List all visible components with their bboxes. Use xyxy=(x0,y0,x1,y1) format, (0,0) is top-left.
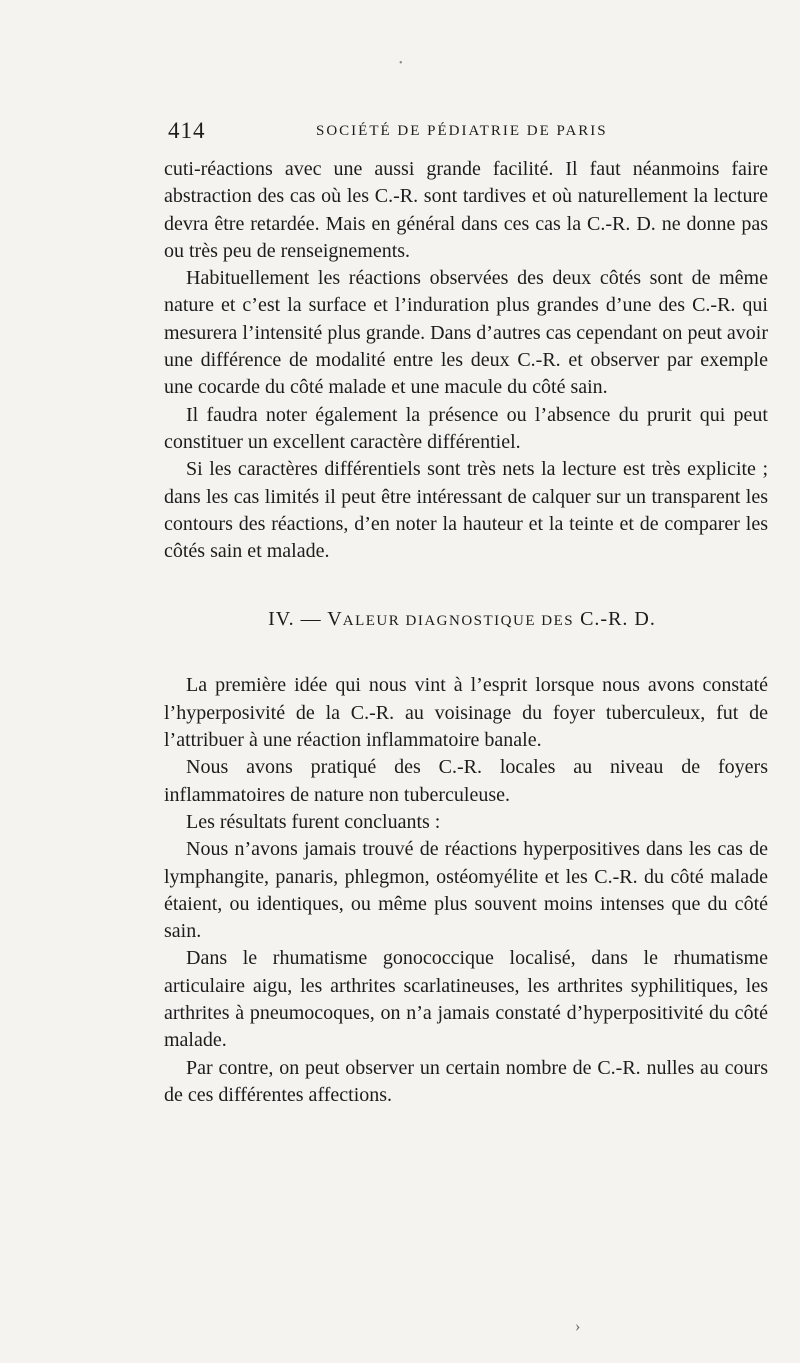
paragraph: Les résultats furent concluants : xyxy=(186,810,441,833)
section-title-smallcaps: ALEUR DIAGNOSTIQUE DES xyxy=(342,613,575,630)
print-speck: • xyxy=(399,58,403,69)
paragraph: Nous n’avons jamais trouvé de réactions hyperpositives dans les cas de lymphangite, panaris, phlegmon, ostéomyélite et les C.-R. du côté malade étaient, ou identiques, ou même plus souvent moins intenses que du côté sain. xyxy=(164,838,768,943)
running-head xyxy=(168,118,788,146)
section-number: IV. — xyxy=(268,608,322,631)
paragraph: Habituellement les réactions observées des deux côtés sont de même nature et c’est la surface et l’induration plus grandes d’une des C.-R. qui mesurera l’intensité plus grande. Dans d’autres cas cependant on peut avoir une différence de modalité entre les deux C.-R. et observer par exemple une cocarde du côté malade et une macule du côté sain. xyxy=(164,267,768,399)
running-title: SOCIÉTÉ DE PÉDIATRIE DE PARIS xyxy=(316,123,608,139)
paragraph: Nous avons pratiqué des C.-R. locales au niveau de foyers inflammatoires de nature non tuberculeuse. xyxy=(164,756,768,806)
paragraph-continued: cuti-réactions avec une aussi grande facilité. Il faut néanmoins faire abstraction des cas où les C.-R. sont tardives et où naturellement la lecture devra être retardée. Mais en général dans ces cas la C.-R. D. ne donne pas ou très peu de renseignements. xyxy=(164,158,768,262)
paragraph: Il faudra noter également la présence ou l’absence du prurit qui peut constituer un excellent caractère différentiel. xyxy=(164,403,768,453)
section-title-initial: V xyxy=(327,608,343,631)
paragraph: Dans le rhumatisme gonococcique localisé, dans le rhumatisme articulaire aigu, les arthrites scarlatineuses, les arthrites syphilitiques, les arthrites à pneumocoques, on n’a jamais constaté d’hyperpositivité du côté malade. xyxy=(164,947,768,1052)
paragraph: Par contre, on peut observer un certain nombre de C.-R. nulles au cours de ces différentes affections. xyxy=(164,1056,768,1106)
paragraph: La première idée qui nous vint à l’esprit lorsque nous avons constaté l’hyperposivité de la C.-R. au voisinage du foyer tuberculeux, fut de l’attribuer à une réaction inflammatoire banale. xyxy=(164,674,768,752)
page-number: 414 xyxy=(168,118,206,143)
print-speck: › xyxy=(575,1318,581,1335)
paragraph: Si les caractères différentiels sont très nets la lecture est très explicite ; dans les cas limités il peut être intéressant de calquer sur un transparent les contours des réactions, d’en noter la hauteur et la teinte et de comparer les côtés sain et malade. xyxy=(164,458,768,563)
section-title-suffix: C.-R. D. xyxy=(580,608,656,631)
body-text xyxy=(164,156,768,1109)
section-heading xyxy=(164,608,768,631)
